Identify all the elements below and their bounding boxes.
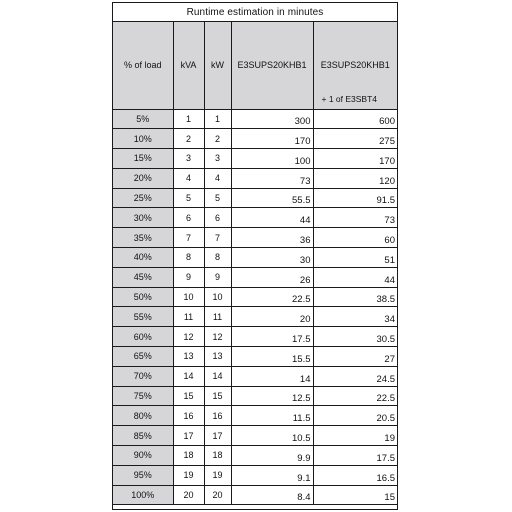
header-kw: kW [204,22,231,109]
kva-cell: 2 [173,129,204,149]
runtime-model1-cell: 22.5 [231,287,313,307]
kw-cell: 11 [204,307,231,327]
runtime-model2-cell: 275 [313,129,397,149]
runtime-model2-cell: 51 [313,248,397,268]
load-cell: 45% [113,267,173,287]
runtime-model1-cell: 100 [231,149,313,169]
table-row [113,307,397,327]
table-row [113,267,397,287]
runtime-model1-cell: 36 [231,228,313,248]
runtime-model2-cell: 24.5 [313,366,397,386]
kva-cell: 8 [173,248,204,268]
load-cell: 95% [113,465,173,485]
runtime-model1-cell: 8.4 [231,485,313,505]
kva-cell: 11 [173,307,204,327]
kw-cell: 6 [204,208,231,228]
table-row [113,248,397,268]
runtime-model2-cell: 73 [313,208,397,228]
kva-cell: 20 [173,485,204,505]
runtime-model2-cell: 44 [313,267,397,287]
kw-cell: 8 [204,248,231,268]
table-row [113,386,397,406]
kva-cell: 3 [173,149,204,169]
header-kva: kVA [173,22,204,109]
header-model2-sub: + 1 of E3SBT4 [321,94,378,104]
kw-cell: 4 [204,168,231,188]
kw-cell: 10 [204,287,231,307]
kva-cell: 18 [173,446,204,466]
runtime-model2-cell: 120 [313,168,397,188]
kva-cell: 12 [173,327,204,347]
kw-cell: 3 [204,149,231,169]
runtime-model2-cell: 20.5 [313,406,397,426]
kva-cell: 6 [173,208,204,228]
table-row [113,109,397,129]
kva-cell: 7 [173,228,204,248]
load-cell: 20% [113,168,173,188]
runtime-model1-cell: 26 [231,267,313,287]
runtime-model1-cell: 55.5 [231,188,313,208]
runtime-model2-cell: 15 [313,485,397,505]
runtime-model1-cell: 17.5 [231,327,313,347]
load-cell: 35% [113,228,173,248]
runtime-model1-cell: 14 [231,366,313,386]
load-cell: 70% [113,366,173,386]
load-cell: 65% [113,347,173,367]
runtime-model2-cell: 22.5 [313,386,397,406]
kw-cell: 16 [204,406,231,426]
load-cell: 60% [113,327,173,347]
table-row [113,465,397,485]
runtime-model2-cell: 60 [313,228,397,248]
runtime-model1-cell: 44 [231,208,313,228]
runtime-model1-cell: 170 [231,129,313,149]
runtime-model2-cell: 91.5 [313,188,397,208]
kw-cell: 15 [204,386,231,406]
kw-cell: 5 [204,188,231,208]
load-cell: 80% [113,406,173,426]
kw-cell: 7 [204,228,231,248]
load-cell: 90% [113,446,173,466]
runtime-model2-cell: 600 [313,109,397,129]
runtime-model1-cell: 20 [231,307,313,327]
kva-cell: 1 [173,109,204,129]
load-cell: 40% [113,248,173,268]
table-row [113,149,397,169]
load-cell: 10% [113,129,173,149]
kw-cell: 12 [204,327,231,347]
kva-cell: 14 [173,366,204,386]
kva-cell: 15 [173,386,204,406]
runtime-model1-cell: 11.5 [231,406,313,426]
kva-cell: 13 [173,347,204,367]
kw-cell: 20 [204,485,231,505]
runtime-table [113,22,397,505]
runtime-model1-cell: 300 [231,109,313,129]
runtime-model2-cell: 19 [313,426,397,446]
table-row [113,287,397,307]
load-cell: 75% [113,386,173,406]
kva-cell: 19 [173,465,204,485]
table-body [113,109,397,505]
kva-cell: 10 [173,287,204,307]
kva-cell: 4 [173,168,204,188]
kw-cell: 1 [204,109,231,129]
kw-cell: 17 [204,426,231,446]
runtime-model2-cell: 17.5 [313,446,397,466]
table-row [113,446,397,466]
table-row [113,347,397,367]
table-row [113,129,397,149]
load-cell: 55% [113,307,173,327]
header-model1: E3SUPS20KHB1 [231,22,313,109]
table-row [113,208,397,228]
runtime-model1-cell: 73 [231,168,313,188]
runtime-model2-cell: 170 [313,149,397,169]
table-row [113,485,397,505]
table-row [113,366,397,386]
kva-cell: 17 [173,426,204,446]
kva-cell: 16 [173,406,204,426]
table-title: Runtime estimation in minutes [113,3,397,22]
load-cell: 50% [113,287,173,307]
table-row [113,228,397,248]
kva-cell: 5 [173,188,204,208]
table-row [113,188,397,208]
kva-cell: 9 [173,267,204,287]
load-cell: 85% [113,426,173,446]
table-row [113,406,397,426]
runtime-model2-cell: 27 [313,347,397,367]
kw-cell: 13 [204,347,231,367]
header-row [113,22,397,109]
load-cell: 25% [113,188,173,208]
load-cell: 5% [113,109,173,129]
load-cell: 15% [113,149,173,169]
kw-cell: 19 [204,465,231,485]
table-row [113,426,397,446]
header-model2-cell [313,22,397,109]
kw-cell: 2 [204,129,231,149]
kw-cell: 14 [204,366,231,386]
runtime-model1-cell: 30 [231,248,313,268]
runtime-model2-cell: 38.5 [313,287,397,307]
runtime-model2-cell: 34 [313,307,397,327]
runtime-model1-cell: 9.9 [231,446,313,466]
runtime-model1-cell: 15.5 [231,347,313,367]
load-cell: 30% [113,208,173,228]
kw-cell: 18 [204,446,231,466]
runtime-model1-cell: 10.5 [231,426,313,446]
runtime-model2-cell: 16.5 [313,465,397,485]
runtime-model1-cell: 9.1 [231,465,313,485]
table-row [113,327,397,347]
table-row [113,168,397,188]
runtime-table-sheet [112,2,398,510]
header-model2: E3SUPS20KHB1 [320,60,390,70]
kw-cell: 9 [204,267,231,287]
runtime-model2-cell: 30.5 [313,327,397,347]
header-load: % of load [113,22,173,109]
runtime-model1-cell: 12.5 [231,386,313,406]
load-cell: 100% [113,485,173,505]
